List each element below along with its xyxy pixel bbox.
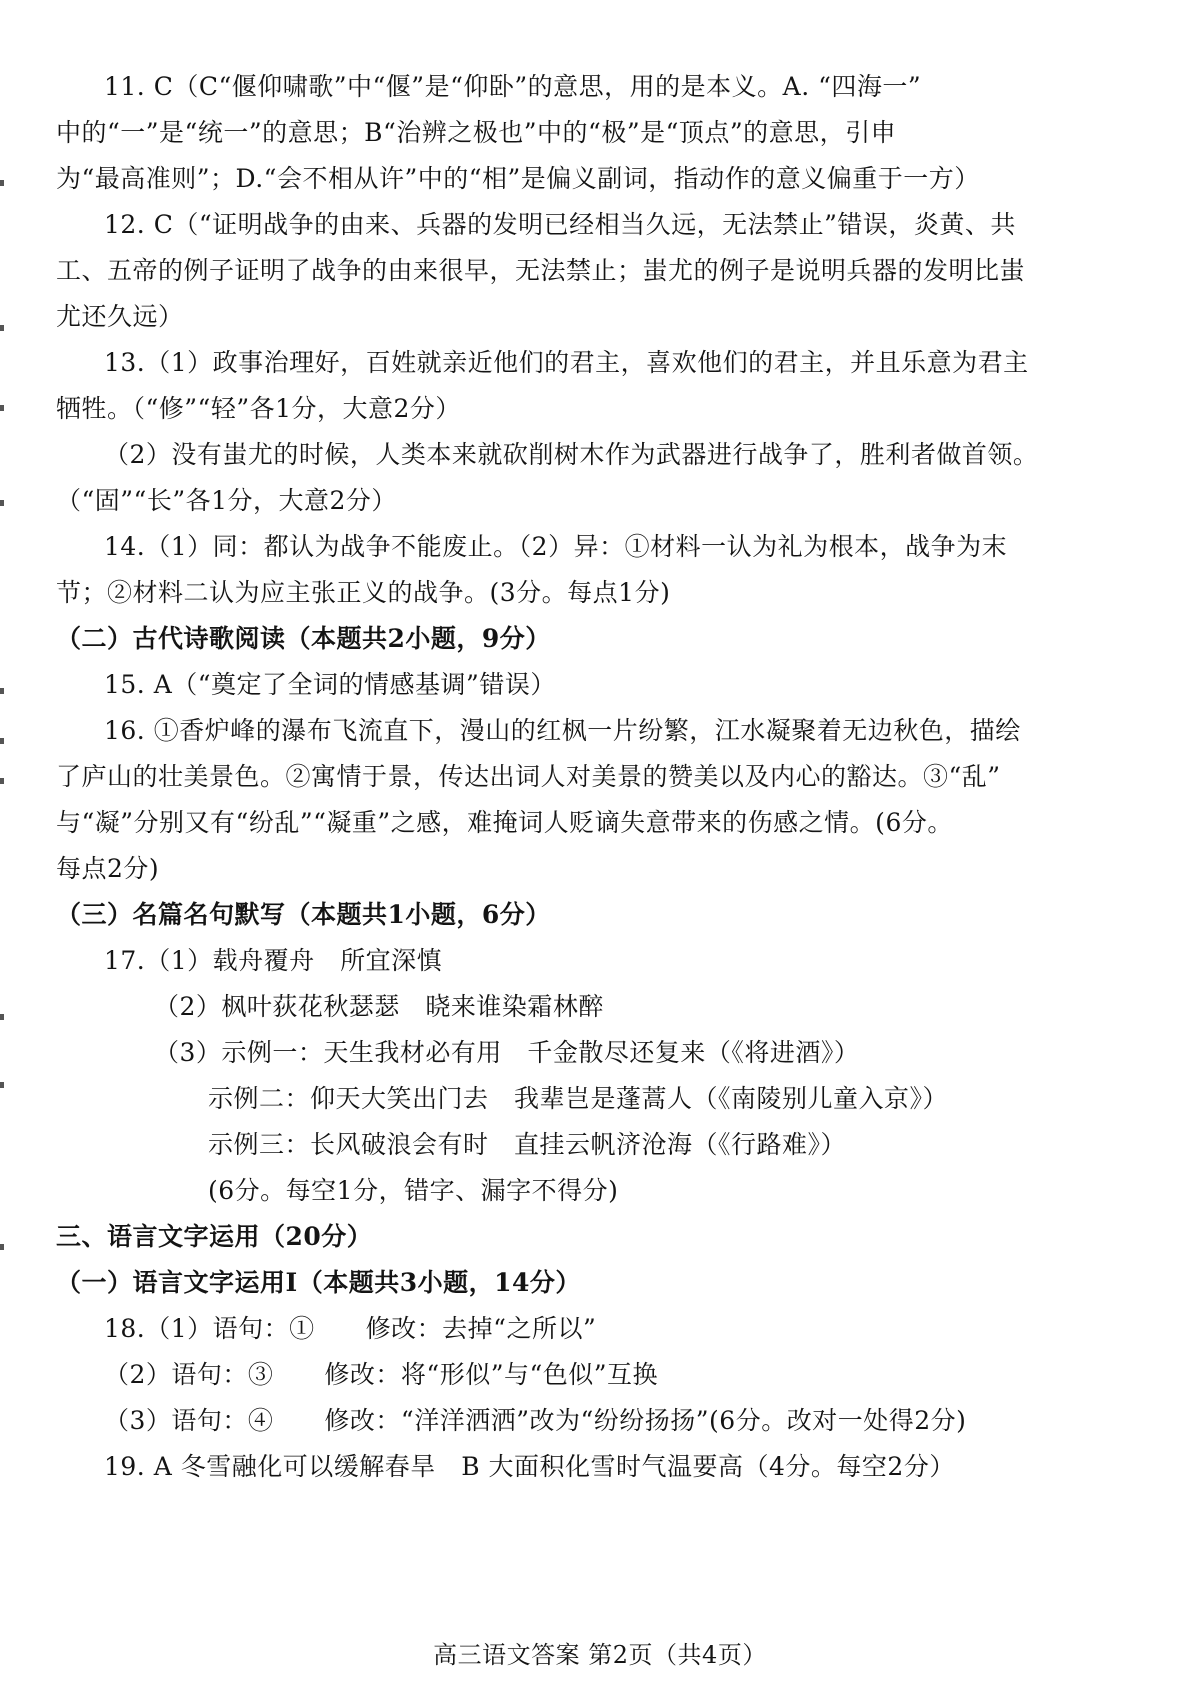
q17-scoring-note: (6分。每空1分，错字、漏字不得分) (208, 1176, 619, 1205)
q13-2-line-1: （2）没有蚩尤的时候，人类本来就砍削树木作为武器进行战争了，胜利者做首领。 (104, 440, 1039, 469)
q16-line-4: 每点2分) (56, 854, 160, 883)
q18-1-line: 18.（1）语句：① 修改：去掉“之所以” (104, 1314, 597, 1343)
section-language-heading: 三、语言文字运用（20分） (56, 1222, 373, 1251)
q16-line-3: 与“凝”分别又有“纷乱”“凝重”之感，难掩词人贬谪失意带来的伤感之情。(6分。 (56, 808, 953, 837)
edge-mark (0, 180, 4, 186)
page-footer: 高三语文答案 第2页（共4页） (433, 1641, 767, 1669)
q12-line-3: 尤还久远） (56, 302, 184, 331)
edge-mark (0, 1244, 4, 1250)
q12-line-1: 12. C（“证明战争的由来、兵器的发明已经相当久远，无法禁止”错误，炎黄、共 (104, 210, 1016, 239)
q11-line-1: 11. C（C“偃仰啸歌”中“偃”是“仰卧”的意思，用的是本义。A. “四海一” (104, 72, 922, 101)
edge-mark (0, 1082, 4, 1088)
edge-mark (0, 500, 4, 506)
subsection-language-1-heading: （一）语言文字运用Ⅰ（本题共3小题，14分） (56, 1268, 581, 1297)
q19-line: 19. A 冬雪融化可以缓解春旱 B 大面积化雪时气温要高（4分。每空2分） (104, 1452, 955, 1481)
section-dictation-heading: （三）名篇名句默写（本题共1小题，6分） (56, 900, 551, 929)
q11-line-2: 中的“一”是“统一”的意思；B“治辨之极也”中的“极”是“顶点”的意思，引申 (56, 118, 897, 147)
q11-line-3: 为“最高准则”；D.“会不相从许”中的“相”是偏义副词，指动作的意义偏重于一方） (56, 164, 980, 193)
q17-2-line: （2）枫叶荻花秋瑟瑟 晓来谁染霜林醉 (154, 992, 604, 1021)
q17-3-example-1: （3）示例一：天生我材必有用 千金散尽还复来（《将进酒》） (154, 1038, 860, 1067)
q15-line: 15. A（“奠定了全词的情感基调”错误） (104, 670, 556, 699)
q13-1-line-2: 牺牲。（“修”“轻”各1分，大意2分） (56, 394, 461, 423)
q17-1-line: 17.（1）载舟覆舟 所宜深慎 (104, 946, 443, 975)
scan-left-edge (0, 0, 8, 1697)
edge-mark (0, 688, 4, 694)
q13-2-line-2: （“固”“长”各1分，大意2分） (56, 486, 397, 515)
q13-1-line-1: 13.（1）政事治理好，百姓就亲近他们的君主，喜欢他们的君主，并且乐意为君主 (104, 348, 1029, 377)
q18-3-line: （3）语句：④ 修改：“洋洋洒洒”改为“纷纷扬扬”(6分。改对一处得2分) (104, 1406, 967, 1435)
edge-mark (0, 325, 4, 331)
q16-line-2: 了庐山的壮美景色。②寓情于景，传达出词人对美景的赞美以及内心的豁达。③“乱” (56, 762, 1001, 791)
q14-line-2: 节；②材料二认为应主张正义的战争。(3分。每点1分) (56, 578, 671, 607)
q16-line-1: 16. ①香炉峰的瀑布飞流直下，漫山的红枫一片纷繁，江水凝聚着无边秋色，描绘 (104, 716, 1021, 745)
edge-mark (0, 1014, 4, 1020)
edge-mark (0, 778, 4, 784)
q12-line-2: 工、五帝的例子证明了战争的由来很早，无法禁止；蚩尤的例子是说明兵器的发明比蚩 (56, 256, 1026, 285)
q17-3-example-2: 示例二：仰天大笑出门去 我辈岂是蓬蒿人（《南陵别儿童入京》） (208, 1084, 949, 1113)
q18-2-line: （2）语句：③ 修改：将“形似”与“色似”互换 (104, 1360, 659, 1389)
edge-mark (0, 405, 4, 411)
q17-3-example-3: 示例三：长风破浪会有时 直挂云帆济沧海（《行路难》） (208, 1130, 847, 1159)
section-poetry-heading: （二）古代诗歌阅读（本题共2小题，9分） (56, 624, 551, 653)
edge-mark (0, 738, 4, 744)
q14-line-1: 14.（1）同：都认为战争不能废止。（2）异：①材料一认为礼为根本，战争为末 (104, 532, 1008, 561)
